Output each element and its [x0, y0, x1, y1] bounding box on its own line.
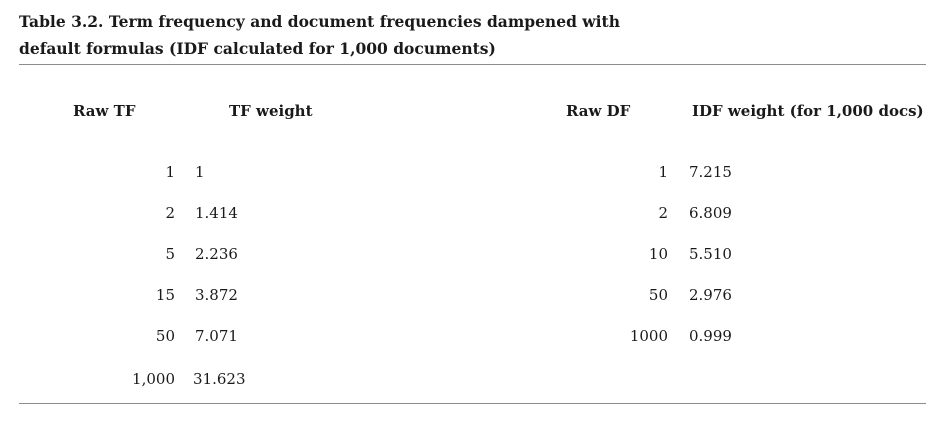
tf-raw-cell: 2: [165, 204, 175, 222]
tf-weight-cell: 1: [195, 163, 205, 181]
tf-raw-cell: 1: [165, 163, 175, 181]
idf-weight-cell: 0.999: [689, 327, 732, 345]
header-idf-weight: IDF weight (for 1,000 docs): [692, 102, 924, 120]
df-raw-cell: 50: [648, 286, 668, 304]
tf-raw-cell: 50: [155, 327, 175, 345]
header-raw-tf: Raw TF: [73, 102, 136, 120]
tf-raw-cell: 1,000: [132, 370, 175, 388]
tf-weight-cell: 2.236: [195, 245, 238, 263]
caption-line-2: default formulas (IDF calculated for 1,000 documents): [19, 39, 496, 58]
tf-weight-cell: 3.872: [195, 286, 238, 304]
bottom-rule: [19, 403, 926, 404]
tf-weight-cell: 31.623: [193, 370, 246, 388]
idf-weight-cell: 5.510: [689, 245, 732, 263]
tf-weight-cell: 1.414: [195, 204, 238, 222]
df-raw-cell: 1000: [629, 327, 668, 345]
top-rule: [19, 64, 926, 65]
caption-line-1: Table 3.2. Term frequency and document frequencies dampened with: [19, 12, 620, 31]
header-tf-weight: TF weight: [229, 102, 313, 120]
tf-weight-cell: 7.071: [195, 327, 238, 345]
idf-weight-cell: 6.809: [689, 204, 732, 222]
df-raw-cell: 10: [648, 245, 668, 263]
header-raw-df: Raw DF: [566, 102, 631, 120]
idf-weight-cell: 7.215: [689, 163, 732, 181]
idf-weight-cell: 2.976: [689, 286, 732, 304]
df-raw-cell: 1: [658, 163, 668, 181]
tf-raw-cell: 15: [155, 286, 175, 304]
df-raw-cell: 2: [658, 204, 668, 222]
table-caption: [19, 8, 899, 62]
tf-raw-cell: 5: [165, 245, 175, 263]
